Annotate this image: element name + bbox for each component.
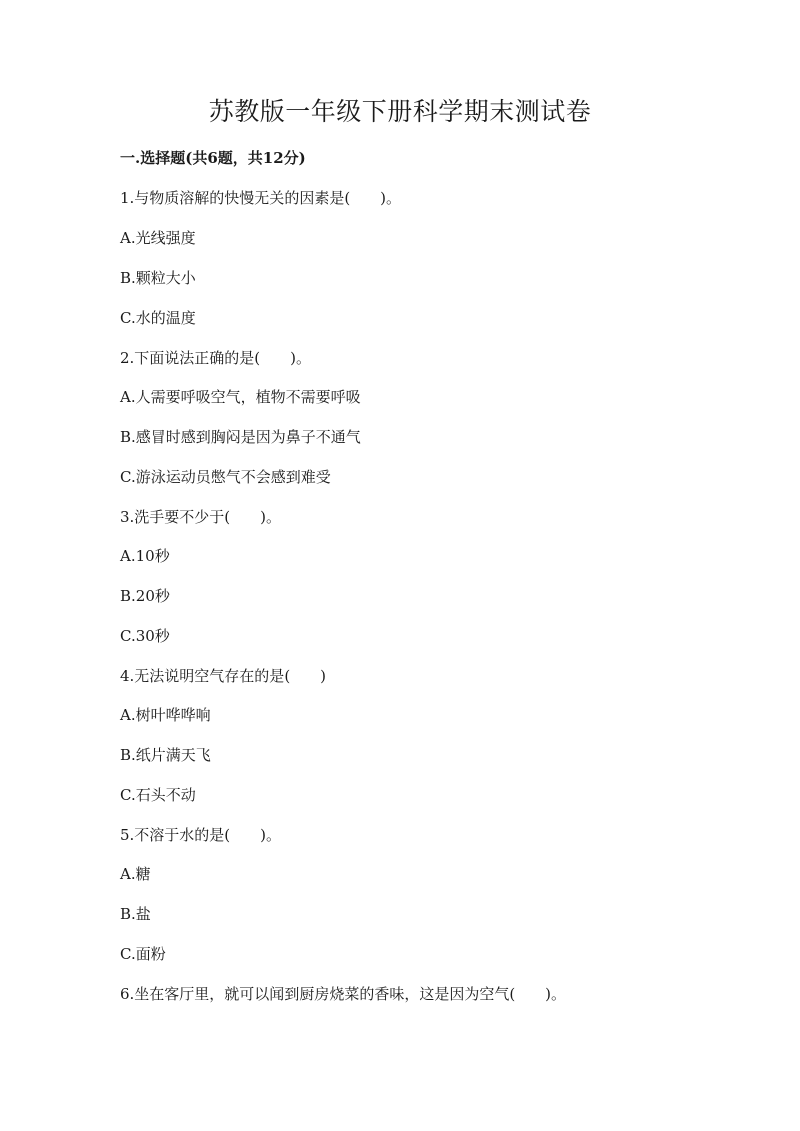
- question-option: B.20秒: [120, 587, 170, 605]
- question-stem: 1.与物质溶解的快慢无关的因素是( )。: [120, 189, 402, 207]
- question-option: C.水的温度: [120, 309, 196, 327]
- question-option: B.盐: [120, 905, 151, 923]
- question-option: C.游泳运动员憋气不会感到难受: [120, 468, 331, 486]
- question-option: B.感冒时感到胸闷是因为鼻子不通气: [120, 428, 361, 446]
- question-stem: 2.下面说法正确的是( )。: [120, 349, 312, 367]
- question-stem: 5.不溶于水的是( )。: [120, 826, 282, 844]
- question-option: A.光线强度: [120, 229, 196, 247]
- question-option: B.颗粒大小: [120, 269, 196, 287]
- question-option: C.30秒: [120, 627, 170, 645]
- question-option: A.树叶哗哗响: [120, 706, 211, 724]
- question-stem: 4.无法说明空气存在的是( ): [120, 667, 327, 685]
- page-title: 苏教版一年级下册科学期末测试卷: [208, 97, 592, 126]
- question-stem: 3.洗手要不少于( )。: [120, 508, 282, 526]
- question-option: B.纸片满天飞: [120, 746, 211, 764]
- question-option: A.人需要呼吸空气，植物不需要呼吸: [120, 388, 361, 406]
- question-option: C.石头不动: [120, 786, 196, 804]
- question-option: C.面粉: [120, 945, 166, 963]
- section-heading: 一.选择题(共6题，共12分): [120, 149, 306, 167]
- question-option: A.10秒: [120, 547, 170, 565]
- question-option: A.糖: [120, 865, 151, 883]
- question-stem: 6.坐在客厅里，就可以闻到厨房烧菜的香味，这是因为空气( )。: [120, 985, 567, 1003]
